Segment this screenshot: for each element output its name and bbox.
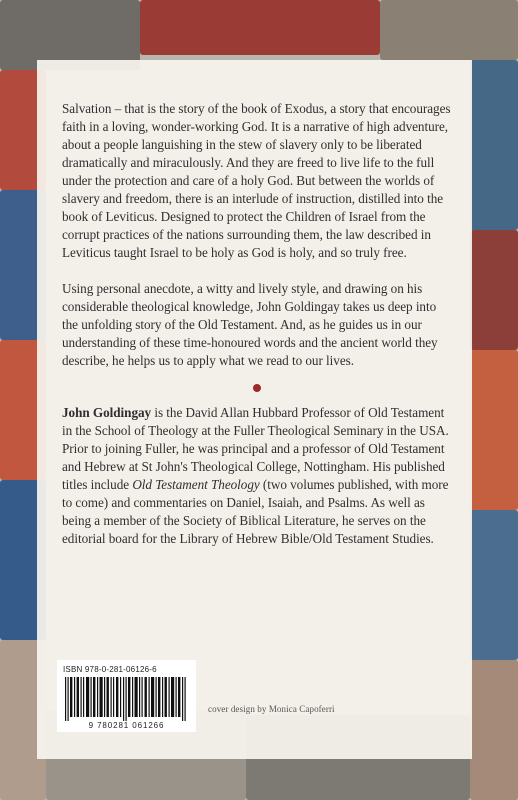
barcode-digits: 9 780281 061266: [88, 721, 165, 730]
author-name: John Goldingay: [62, 405, 152, 420]
author-bio: [62, 404, 452, 548]
divider-dot: [253, 384, 261, 392]
barcode-icon: [63, 677, 190, 721]
book-title: Old Testament Theology: [132, 477, 260, 492]
isbn-label: ISBN 978-0-281-06126-6: [63, 665, 157, 674]
blurb-paragraph-1: Salvation – that is the story of the book of Exodus, a story that encourages faith in a loving, wonder-working God. It is a narrative of high adventure, about a people languishing in the stew of slavery only to be liberated dramatically and miraculously. And they are freed to live life to the full under the protection and care of a holy God. But between the worlds of slavery and freedom, there is an interlude of instruction, distilled into the book of Leviticus. Designed to protect the Children of Israel from the corrupt practices of the nations surrounding them, the law described in Leviticus taught Israel to be holy as God is holy, and so truly free.: [62, 101, 451, 260]
blurb-paragraph-2: Using personal anecdote, a witty and lively style, and drawing on his considerable theological knowledge, John Goldingay takes us deep into the unfolding story of the Old Testament. And, as he guides us in our understanding of these time-honoured words and the ancient world they describe, he helps us to apply what we read to our lives.: [62, 281, 438, 368]
author-bio-text-1: is the David Allan Hubbard Professor of Old Testament in the School of Theology at the Fuller Theological Seminary in the USA. Prior to joining Fuller, he was principal and a professor of Old Testament and Hebrew at St John's Theological College, Nottingham. His published titles include: [62, 405, 449, 492]
back-cover-text-panel: [37, 60, 472, 759]
blurb-copy: [62, 100, 452, 548]
cover-design-credit: cover design by Monica Capoferri: [208, 704, 335, 714]
author-bio-text-2: (two volumes published, with more to come) and commentaries on Daniel, Isaiah, and Psalms. As well as being a member of the Society of Biblical Literature, he serves on the editorial board for the Library of Hebrew Bible/Old Testament Studies.: [62, 477, 449, 546]
barcode-block: [57, 660, 196, 732]
